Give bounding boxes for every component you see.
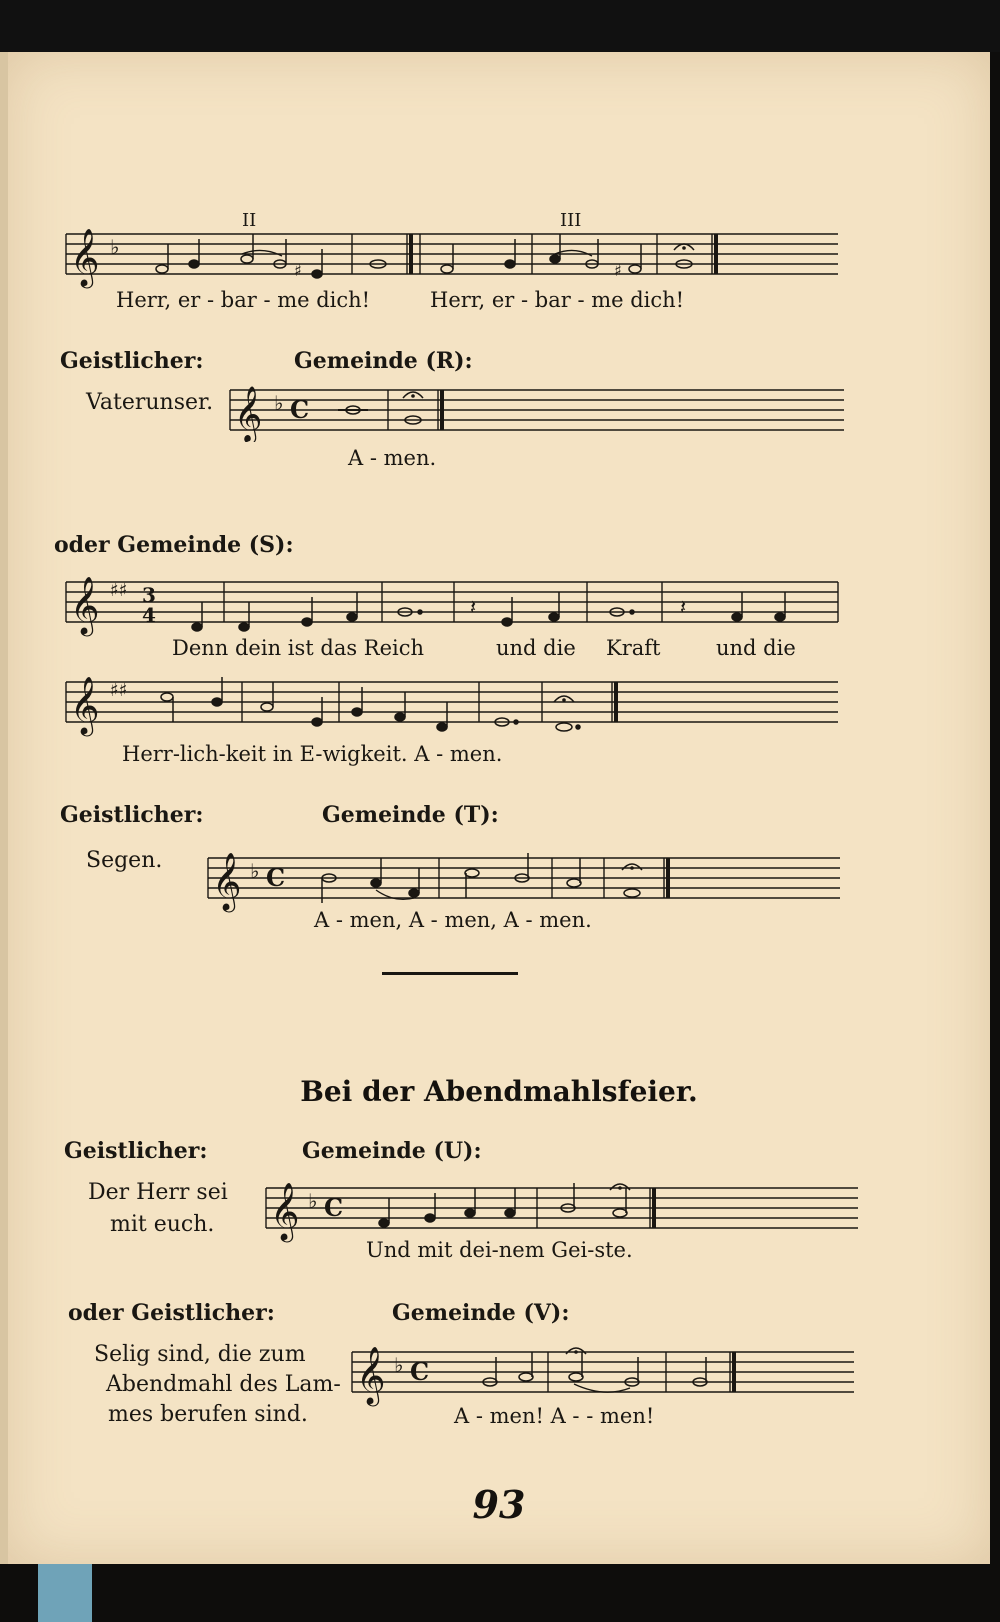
spoken-text-selig-line-3: mes berufen sind. — [108, 1402, 308, 1427]
svg-text:C: C — [290, 395, 310, 424]
response-label-gemeinde-r: Gemeinde (R): — [294, 348, 473, 374]
speaker-label-geistlicher: Geistlicher: — [60, 348, 204, 374]
svg-text:𝄞: 𝄞 — [212, 852, 242, 910]
svg-text:C: C — [410, 1357, 430, 1386]
page-number: 93 — [472, 1482, 526, 1527]
speaker-label-oder-geistlicher: oder Geistlicher: — [68, 1300, 275, 1326]
music-staff-6 — [348, 1342, 858, 1412]
svg-text:C: C — [324, 1193, 344, 1222]
music-staff-1 — [62, 224, 842, 294]
lyric-line-3a: Denn dein ist das Reich — [172, 636, 425, 660]
spoken-text-mit-euch: mit euch. — [110, 1212, 215, 1237]
svg-text:3: 3 — [142, 583, 156, 607]
lyric-line-3d: und die — [716, 636, 796, 660]
svg-text:♯♯: ♯♯ — [110, 580, 128, 601]
svg-text:𝄞: 𝄞 — [70, 228, 100, 286]
svg-text:𝄽: 𝄽 — [680, 595, 687, 619]
spoken-text-der-herr: Der Herr sei — [88, 1180, 228, 1205]
blue-bookmark-tab — [38, 1564, 92, 1622]
svg-text:𝄞: 𝄞 — [70, 576, 100, 634]
response-label-gemeinde-u: Gemeinde (U): — [302, 1138, 482, 1164]
music-staff-2 — [228, 382, 848, 442]
lyric-line-3c: Kraft — [606, 636, 661, 660]
response-label-gemeinde-v: Gemeinde (V): — [392, 1300, 570, 1326]
svg-text:♭: ♭ — [110, 235, 120, 259]
svg-text:𝄞: 𝄞 — [70, 676, 100, 734]
lyric-line-3b: und die — [496, 636, 576, 660]
lyric-line-3e: Herr-lich-keit in E-wigkeit. A - men. — [122, 742, 503, 766]
spoken-text-segen: Segen. — [86, 848, 163, 873]
hymnal-page — [8, 52, 990, 1564]
spoken-text-vaterunser: Vaterunser. — [86, 390, 214, 415]
svg-text:♭: ♭ — [250, 859, 260, 883]
svg-text:♯♯: ♯♯ — [110, 680, 128, 701]
svg-text:C: C — [266, 863, 286, 892]
svg-text:♭: ♭ — [394, 1353, 404, 1377]
svg-text:♭: ♭ — [274, 391, 284, 415]
section-mark-ii: II — [242, 210, 257, 231]
svg-text:𝄞: 𝄞 — [234, 386, 263, 442]
speaker-label-geistlicher-3: Geistlicher: — [64, 1138, 208, 1164]
svg-text:𝄞: 𝄞 — [270, 1182, 300, 1240]
svg-text:𝄞: 𝄞 — [356, 1346, 386, 1404]
svg-text:4: 4 — [142, 603, 156, 627]
speaker-label-geistlicher-2: Geistlicher: — [60, 802, 204, 828]
music-staff-3a — [62, 572, 842, 642]
lyric-line-5: Und mit dei-nem Gei-ste. — [366, 1238, 633, 1262]
spoken-text-selig-line-1: Selig sind, die zum — [94, 1342, 306, 1367]
speaker-label-oder-gemeinde-s: oder Gemeinde (S): — [54, 532, 294, 558]
section-heading: Bei der Abendmahlsfeier. — [300, 1075, 698, 1108]
music-staff-3b — [62, 672, 842, 742]
section-divider-rule — [382, 972, 518, 975]
response-label-gemeinde-t: Gemeinde (T): — [322, 802, 499, 828]
lyric-line-4: A - men, A - men, A - men. — [314, 908, 592, 932]
svg-text:♯: ♯ — [614, 261, 622, 280]
svg-text:♭: ♭ — [308, 1189, 318, 1213]
left-page-strip — [0, 52, 8, 1564]
svg-text:♯: ♯ — [294, 261, 302, 280]
svg-text:𝄽: 𝄽 — [470, 595, 477, 619]
top-dark-edge — [0, 0, 1000, 52]
lyric-line-6: A - men! A - - men! — [454, 1404, 655, 1428]
lyric-line-2: A - men. — [348, 446, 437, 470]
lyric-line-1b: Herr, er - bar - me dich! — [430, 288, 685, 312]
spoken-text-selig-line-2: Abendmahl des Lam- — [106, 1372, 341, 1397]
section-mark-iii: III — [560, 210, 582, 231]
lyric-line-1a: Herr, er - bar - me dich! — [116, 288, 371, 312]
